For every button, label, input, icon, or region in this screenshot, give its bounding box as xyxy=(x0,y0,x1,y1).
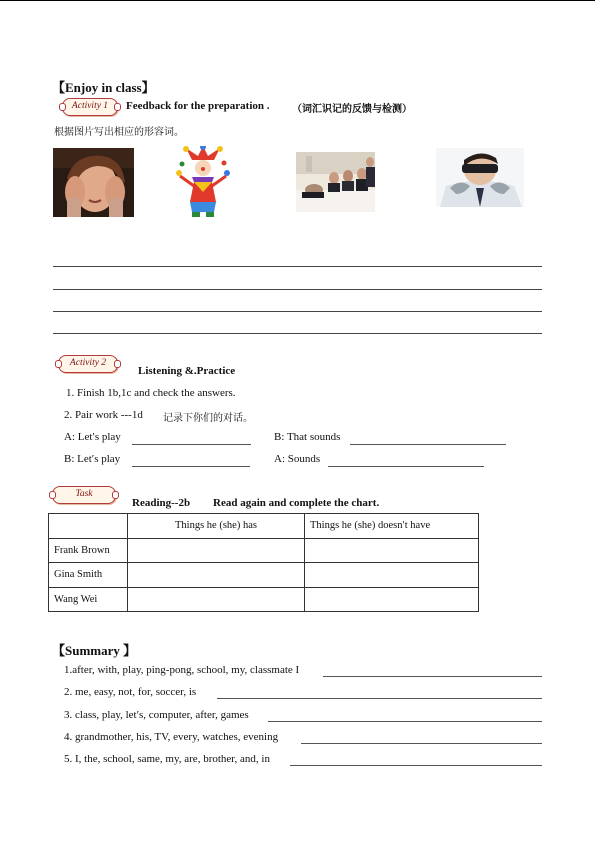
summary-item-4: 4. grandmother, his, TV, every, watches, evening xyxy=(64,731,279,743)
chart-header-doesnt: Things he (she) doesn′t have xyxy=(305,514,479,539)
task-heading-left: Reading--2b xyxy=(132,497,191,509)
sleeping-meeting-icon xyxy=(296,152,375,212)
tired-woman-icon xyxy=(53,148,134,217)
chart-header-has: Things he (she) has xyxy=(128,514,305,539)
top-border xyxy=(0,0,595,1)
activity-2-item-2-cn: 记录下你们的对话。 xyxy=(163,413,253,424)
summary-item-1: 1.after, with, play, ping-pong, school, my, classmate I xyxy=(64,664,300,676)
dialog-a-lets-play: A: Let′s play xyxy=(64,431,121,443)
dialog-b-lets-play: B: Let′s play xyxy=(64,453,121,465)
answer-line[interactable] xyxy=(53,333,542,334)
summary-item-5: 5. I, the, school, same, my, are, brother, and, in xyxy=(64,753,270,765)
summary-blank-4[interactable] xyxy=(301,743,542,744)
task-heading-right: Read again and complete the chart. xyxy=(213,497,380,509)
dialog-blank-2[interactable] xyxy=(350,444,506,445)
activity-2-badge: Activity 2 xyxy=(58,355,118,373)
summary-item-3: 3. class, play, let′s, computer, after, games xyxy=(64,709,249,721)
chart-cell-doesnt[interactable] xyxy=(305,538,479,563)
summary-blank-3[interactable] xyxy=(268,721,542,722)
summary-item-2: 2. me, easy, not, for, soccer, is xyxy=(64,686,197,698)
answer-line[interactable] xyxy=(53,266,542,267)
section-title-enjoy: 【Enjoy in class】 xyxy=(52,80,155,95)
activity-1-heading: Feedback for the preparation . xyxy=(126,100,270,112)
activity-2-item-1: 1. Finish 1b,1c and check the answers. xyxy=(66,387,236,399)
summary-blank-5[interactable] xyxy=(290,765,542,766)
chart-cell-doesnt[interactable] xyxy=(305,563,479,588)
dialog-blank-3[interactable] xyxy=(132,466,250,467)
activity-1-heading-cn: （词汇识记的反馈与检测） xyxy=(292,104,412,115)
summary-blank-1[interactable] xyxy=(323,676,542,677)
chart-row-name: Gina Smith xyxy=(49,563,128,588)
dialog-blank-4[interactable] xyxy=(328,466,484,467)
summary-blank-2[interactable] xyxy=(217,698,542,699)
chart-cell-has[interactable] xyxy=(128,587,305,612)
chart-cell-has[interactable] xyxy=(128,563,305,588)
activity-2-heading: Listening &.Practice xyxy=(138,365,236,377)
answer-line[interactable] xyxy=(53,311,542,312)
chart-corner-cell xyxy=(49,514,128,539)
chart-row-name: Wang Wei xyxy=(49,587,128,612)
dialog-b-that-sounds: B: That sounds xyxy=(274,431,341,443)
task-badge: Task xyxy=(52,486,116,504)
clown-icon xyxy=(174,146,232,218)
activity-2-item-2: 2. Pair work ---1d xyxy=(64,409,143,421)
dialog-a-sounds: A: Sounds xyxy=(274,453,321,465)
activity-1-badge: Activity 1 xyxy=(62,98,118,116)
sleeping-man-icon xyxy=(436,148,524,207)
reading-chart xyxy=(48,513,479,612)
chart-cell-has[interactable] xyxy=(128,538,305,563)
chart-row-name: Frank Brown xyxy=(49,538,128,563)
activity-1-instruction: 根据图片写出相应的形容词。 xyxy=(54,127,184,138)
answer-line[interactable] xyxy=(53,289,542,290)
section-title-summary: 【Summary 】 xyxy=(52,643,137,658)
dialog-blank-1[interactable] xyxy=(132,444,251,445)
chart-cell-doesnt[interactable] xyxy=(305,587,479,612)
